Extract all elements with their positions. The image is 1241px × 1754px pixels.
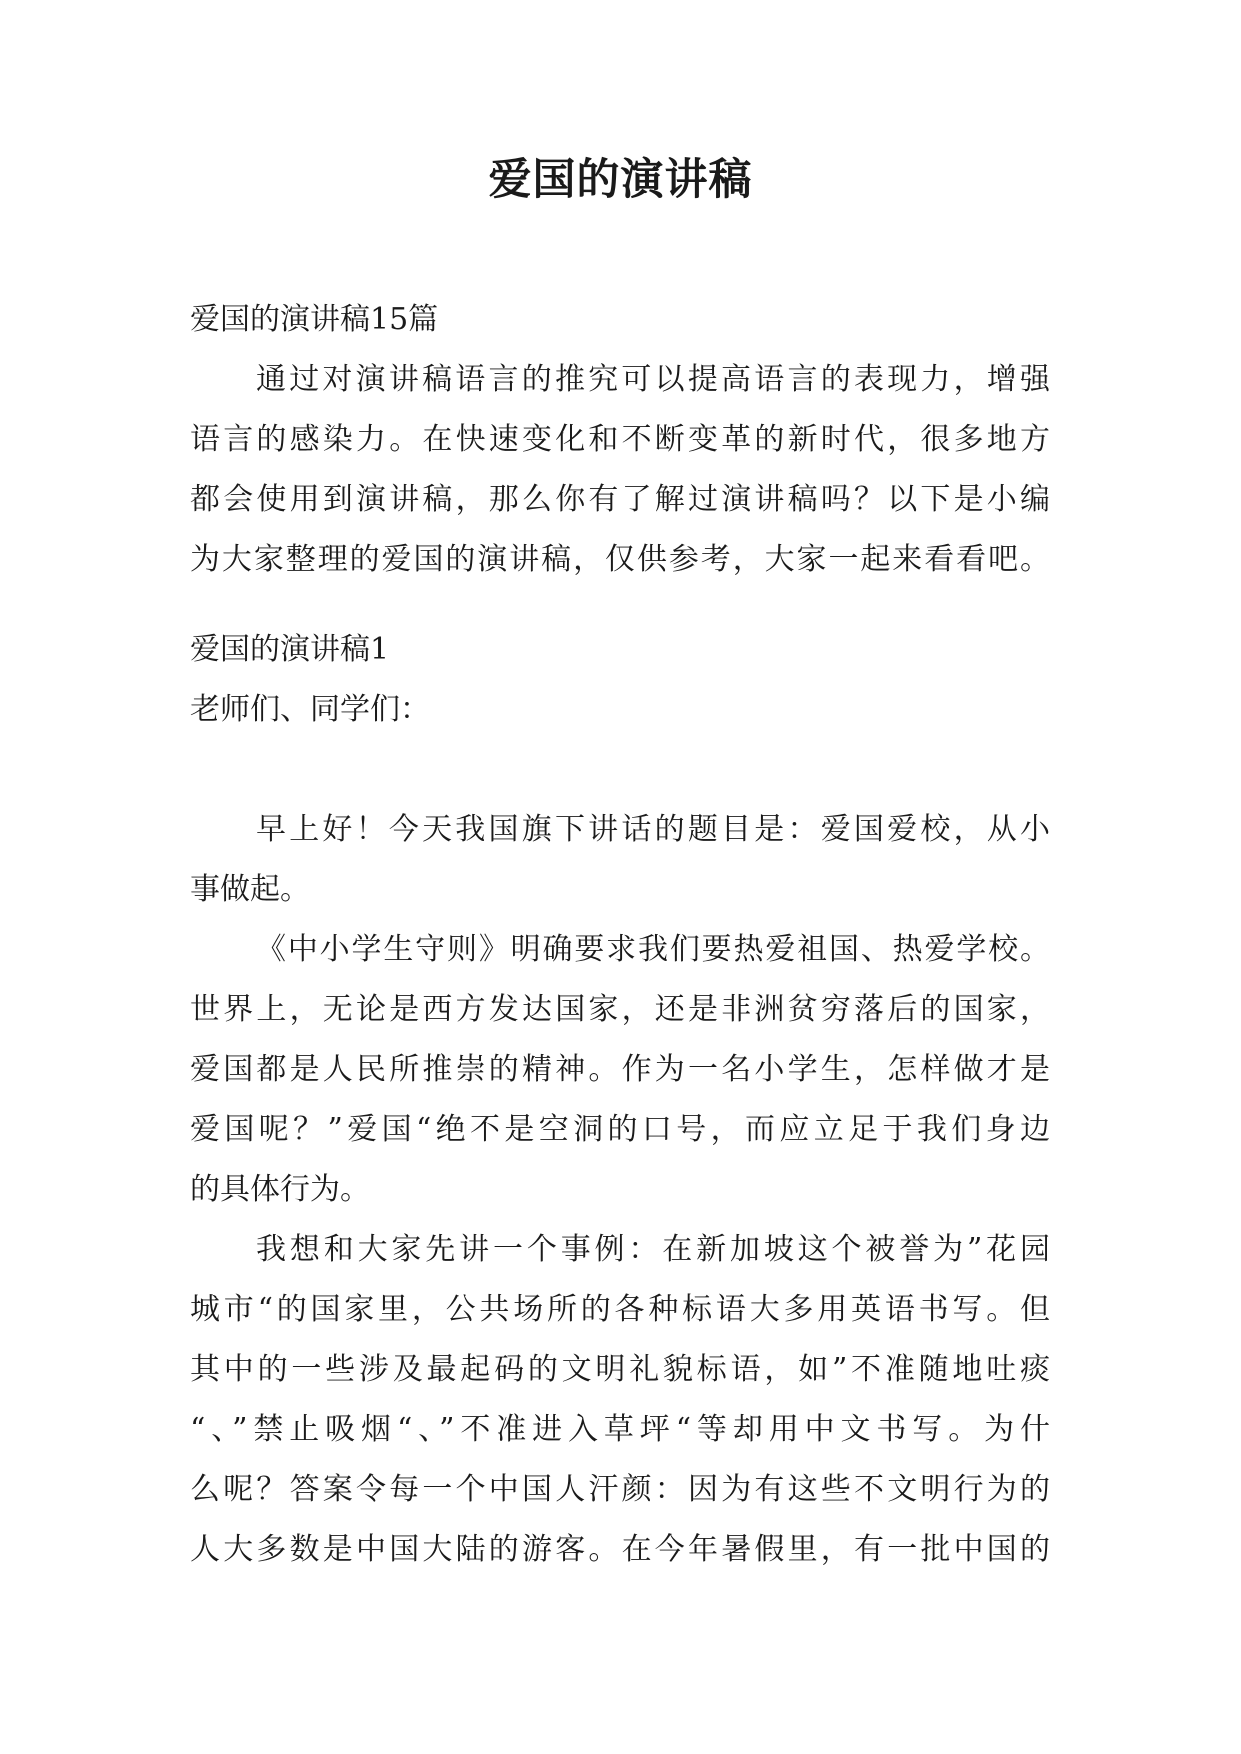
body-paragraph-2 <box>190 920 1050 1220</box>
paragraph-line: 事做起。 <box>190 872 310 907</box>
paragraph-line: 城市“的国家里，公共场所的各种标语大多用英语书写。但 <box>190 1292 1050 1327</box>
paragraph-line: “、”禁止吸烟“、”不准进入草坪“等却用中文书写。为什 <box>190 1412 1050 1447</box>
body-paragraph-1 <box>190 800 1050 920</box>
paragraph-line: 都会使用到演讲稿，那么你有了解过演讲稿吗？以下是小编 <box>190 482 1050 517</box>
paragraph-line: 通过对演讲稿语言的推究可以提高语言的表现力，增强 <box>256 362 1050 397</box>
paragraph-line: 的具体行为。 <box>190 1172 370 1207</box>
paragraph-line: 为大家整理的爱国的演讲稿，仅供参考，大家一起来看看吧。 <box>190 542 1050 577</box>
paragraph-line: 语言的感染力。在快速变化和不断变革的新时代，很多地方 <box>190 422 1050 457</box>
document-title: 爱国的演讲稿 <box>488 155 753 205</box>
paragraph-line: 《中小学生守则》明确要求我们要热爱祖国、热爱学校。 <box>256 932 1050 967</box>
paragraph-line: 人大多数是中国大陆的游客。在今年暑假里，有一批中国的 <box>190 1532 1050 1567</box>
spacer <box>190 740 1050 800</box>
body-paragraph-3 <box>190 1220 1050 1580</box>
paragraph-line: 世界上，无论是西方发达国家，还是非洲贫穷落后的国家， <box>190 992 1050 1027</box>
paragraph-line: 早上好！今天我国旗下讲话的题目是：爱国爱校，从小 <box>256 812 1050 847</box>
paragraph-line: 我想和大家先讲一个事例：在新加坡这个被誉为”花园 <box>256 1232 1050 1267</box>
document-body <box>190 290 1050 1580</box>
salutation: 老师们、同学们： <box>190 692 430 727</box>
paragraph-line: 么呢？答案令每一个中国人汗颜：因为有这些不文明行为的 <box>190 1472 1050 1507</box>
intro-paragraph <box>190 350 1050 590</box>
paragraph-line: 爱国呢？”爱国“绝不是空洞的口号，而应立足于我们身边 <box>190 1112 1050 1147</box>
paragraph-line: 爱国都是人民所推崇的精神。作为一名小学生，怎样做才是 <box>190 1052 1050 1087</box>
section-heading: 爱国的演讲稿1 <box>190 632 390 667</box>
spacer <box>190 590 1050 620</box>
intro-heading: 爱国的演讲稿15篇 <box>190 302 439 337</box>
paragraph-line: 其中的一些涉及最起码的文明礼貌标语，如”不准随地吐痰 <box>190 1352 1050 1387</box>
